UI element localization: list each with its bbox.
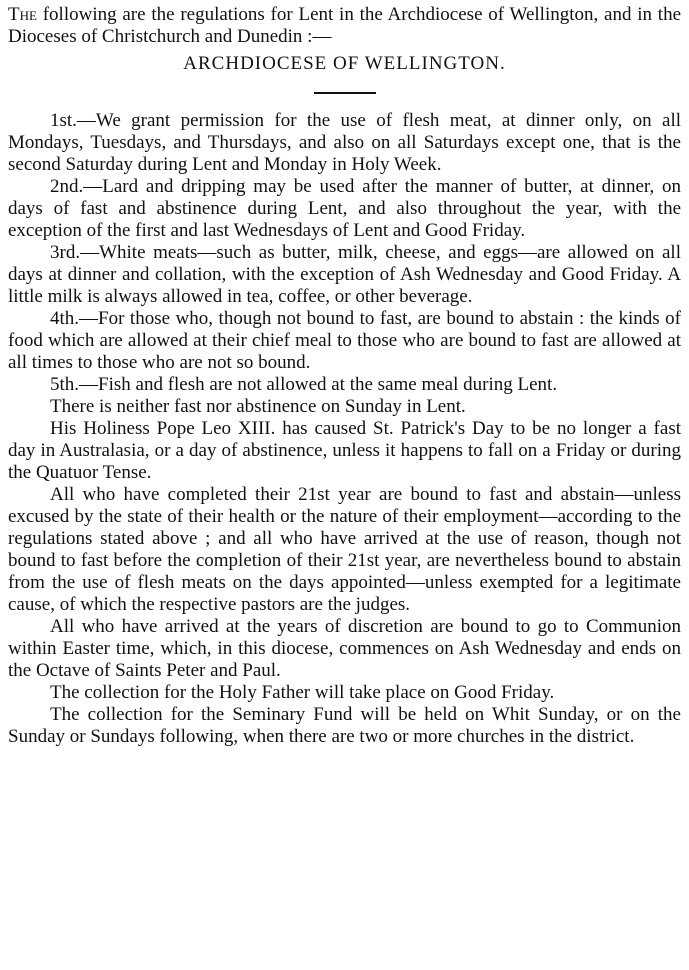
holy-father-collection-note: The collection for the Holy Father will take place on Good Friday. — [50, 682, 555, 703]
seminary-fund-collection-note: The collection for the Seminary Fund will be held on Whit Sunday, or on the Sunday or Sundays following, when there are two or more churches in the district. — [8, 704, 681, 747]
easter-communion-note: All who have arrived at the years of discretion are bound to go to Communion within Easter time, which, in this diocese, commences on Ash Wednesday and ends on the Octave of Saints Peter and Paul. — [8, 616, 681, 681]
section-heading: ARCHDIOCESE OF WELLINGTON. — [183, 53, 506, 74]
regulation-1st: 1st.—We grant permission for the use of flesh meat, at dinner only, on all Mondays, Tuesdays, and Thursdays, and also on all Saturdays except one, that is the second Saturday during Lent and Monday in Holy Week. — [8, 110, 681, 175]
sunday-note: There is neither fast nor abstinence on Sunday in Lent. — [50, 396, 466, 417]
regulation-5th: 5th.—Fish and flesh are not allowed at the same meal during Lent. — [50, 374, 558, 395]
st-patricks-day-note: His Holiness Pope Leo XIII. has caused St. Patrick's Day to be no longer a fast day in Australasia, or a day of abstinence, unless it happens to fall on a Friday or during the Quatuor Tense. — [8, 418, 681, 483]
regulation-3rd: 3rd.—White meats—such as butter, milk, cheese, and eggs—are allowed on all days at dinner and collation, with the exception of Ash Wednesday and Good Friday. A little milk is always allowed in tea, coffee, or other beverage. — [8, 242, 681, 307]
divider-rule — [314, 92, 376, 94]
fast-obligation-note: All who have completed their 21st year are bound to fast and abstain—unless excused by the state of their health or the nature of their employment—according to the regulations stated above ; and all who have arrived at the use of reason, though not bound to fast before the completion of their 21st year, are nevertheless bound to abstain from the use of flesh meats on the days appointed—unless exempted for a legitimate cause, of which the respective pastors are the judges. — [8, 484, 681, 615]
intro-lead-word: The — [8, 4, 37, 25]
intro-text: following are the regulations for Lent in the Archdiocese of Wellington, and in the Dioceses of Christchurch and Dunedin :— — [8, 4, 681, 47]
regulations-body — [8, 110, 681, 748]
intro-paragraph — [8, 4, 681, 48]
regulation-2nd: 2nd.—Lard and dripping may be used after the manner of butter, at dinner, on days of fast and abstinence during Lent, and also throughout the year, with the exception of the first and last Wednesdays of Lent and Good Friday. — [8, 176, 681, 241]
regulation-4th: 4th.—For those who, though not bound to fast, are bound to abstain : the kinds of food which are allowed at their chief meal to those who are bound to fast are allowed at all times to those who are not so bound. — [8, 308, 681, 373]
